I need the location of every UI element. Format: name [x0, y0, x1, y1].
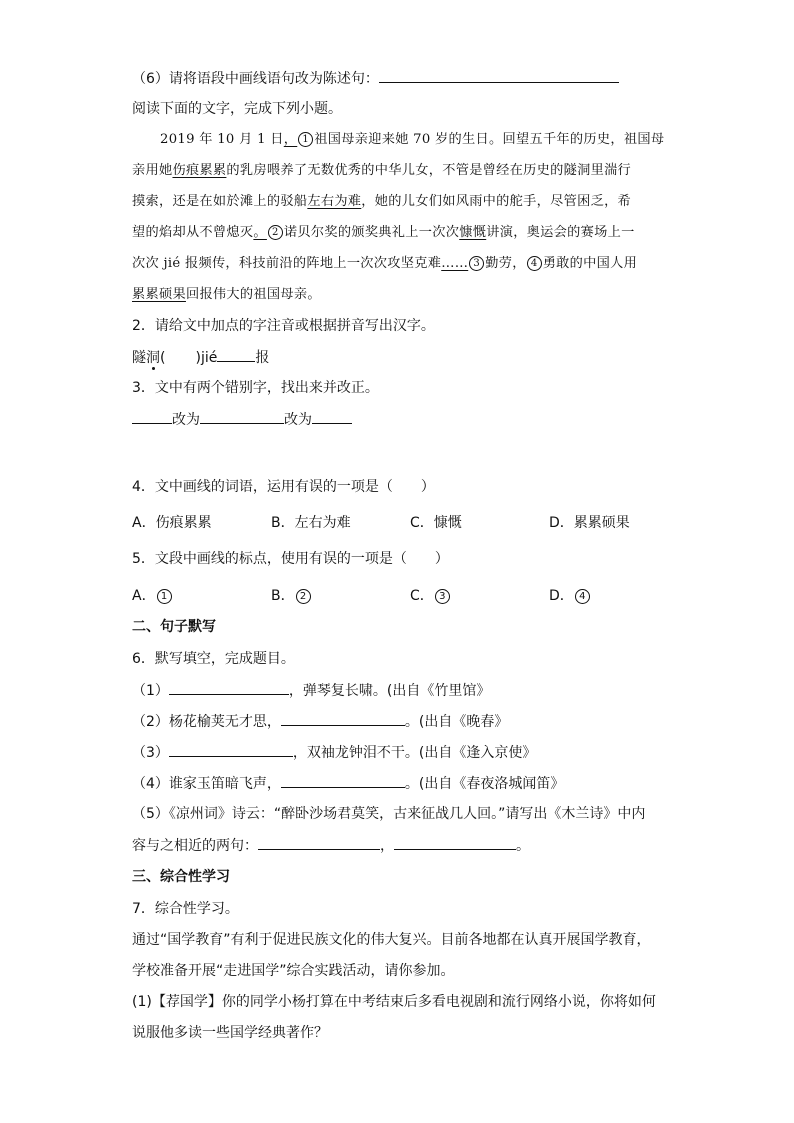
circled-mark: 1 [157, 589, 172, 604]
answer-blank[interactable] [394, 835, 516, 850]
answer-blank[interactable] [169, 742, 293, 757]
section-heading-3: 三、综合性学习 [132, 869, 230, 885]
q4-option-c[interactable]: C．慷慨 [410, 515, 462, 531]
q7-paragraph-2: 学校准备开展“走进国学”综合实践活动，请你参加。 [132, 963, 455, 979]
underlined-word: 累累硕果 [132, 287, 186, 302]
q5-option-a[interactable]: A． 1 [132, 586, 173, 606]
q5-option-b[interactable]: B． 2 [271, 586, 312, 606]
question-2-answer: 隧洞( )jié 报 [132, 347, 269, 368]
question-3-answer: 改为 改为 [132, 409, 352, 430]
answer-blank[interactable] [258, 835, 380, 850]
passage-line-5: 次次 jié 报频传，科技前沿的阵地上一次次攻坚克难…… 3 勤劳， 4 勇敢的中国人用 [132, 256, 638, 271]
q5-option-c[interactable]: C． 3 [410, 586, 451, 606]
answer-blank[interactable] [281, 773, 405, 788]
circled-mark: 3 [435, 589, 450, 604]
underlined-word: 慷慨 [459, 225, 487, 240]
section-heading-2: 二、句子默写 [132, 619, 216, 635]
hanzi-blank[interactable] [217, 347, 255, 362]
passage-line-4: 望的焰却从不曾熄灭。 2 诺贝尔奖的颁奖典礼上一次次慷慨讲演，奥运会的赛场上一 [132, 225, 635, 240]
passage-line-6: 累累硕果回报伟大的祖国母亲。 [132, 287, 321, 302]
correct-char-blank-2[interactable] [312, 409, 352, 424]
q7-paragraph-4: 说服他多读一些国学经典著作？ [132, 1025, 328, 1041]
underlined-word: 左右为难 [307, 194, 362, 209]
circled-number-3: 3 [469, 256, 484, 271]
q6-line-4: （4）谁家玉笛暗飞声， 。(出自《春夜洛城闻笛》 [132, 773, 564, 794]
question-6-rewrite: （6）请将语段中画线语句改为陈述句： [132, 68, 619, 89]
passage-line-3: 摸索，还是在如於滩上的驳船左右为难，她的儿女们如风雨中的舵手，尽管困乏，希 [132, 194, 632, 209]
q7-paragraph-3: (1)【荐国学】你的同学小杨打算在中考结束后多看电视剧和流行网络小说，你将如何 [132, 994, 656, 1010]
circled-mark: 2 [296, 589, 311, 604]
q6-line-6: 容与之相近的两句： ， 。 [132, 835, 530, 856]
underlined-word: 伤痕累累 [172, 163, 227, 178]
circled-number-4: 4 [527, 256, 542, 271]
circled-number-1: 1 [298, 132, 313, 147]
q6-line-1: （1） ，弹琴复长啸。(出自《竹里馆》 [132, 680, 490, 701]
q6-line-3: （3） ，双袖龙钟泪不干。(出自《逢入京使》 [132, 742, 536, 763]
answer-blank[interactable] [379, 68, 619, 83]
question-7-title: 7．综合性学习。 [132, 901, 239, 917]
correct-char-blank-1[interactable] [200, 409, 284, 424]
passage-line-2: 亲用她伤痕累累的乳房喂养了无数优秀的中华儿女，不管是曾经在历史的隧洞里湍行 [132, 163, 632, 178]
circled-number-2: 2 [268, 225, 283, 240]
q4-option-d[interactable]: D．累累硕果 [549, 515, 630, 531]
question-4-title: 4．文中画线的词语，运用有误的一项是（ ） [132, 479, 435, 495]
q4-option-a[interactable]: A．伤痕累累 [132, 515, 212, 531]
q5-option-d[interactable]: D． 4 [549, 586, 591, 606]
reading-intro: 阅读下面的文字，完成下列小题。 [132, 101, 342, 117]
q7-paragraph-1: 通过“国学教育”有利于促进民族文化的伟大复兴。目前各地都在认真开展国学教育， [132, 932, 651, 948]
circled-mark: 4 [575, 589, 590, 604]
wrong-char-blank-1[interactable] [132, 409, 172, 424]
answer-blank[interactable] [281, 711, 405, 726]
passage-line-1: 2019 年 10 月 1 日， 1 祖国母亲迎来她 70 岁的生日。回望五千年的历史，祖国母 [160, 132, 665, 147]
question-3-title: 3．文中有两个错别字，找出来并改正。 [132, 380, 379, 396]
question-2-title: 2．请给文中加点的字注音或根据拼音写出汉字。 [132, 318, 435, 334]
q6-line-2: （2）杨花榆荚无才思， 。(出自《晚春》 [132, 711, 508, 732]
question-5-title: 5．文段中画线的标点，使用有误的一项是（ ） [132, 551, 449, 567]
answer-blank[interactable] [169, 680, 289, 695]
question-6-title: 6．默写填空，完成题目。 [132, 651, 295, 667]
q4-option-b[interactable]: B．左右为难 [271, 515, 351, 531]
q6-line-5: （5）《凉州词》诗云：“醉卧沙场君莫笑，古来征战几人回。”请写出《木兰诗》中内 [132, 806, 646, 822]
